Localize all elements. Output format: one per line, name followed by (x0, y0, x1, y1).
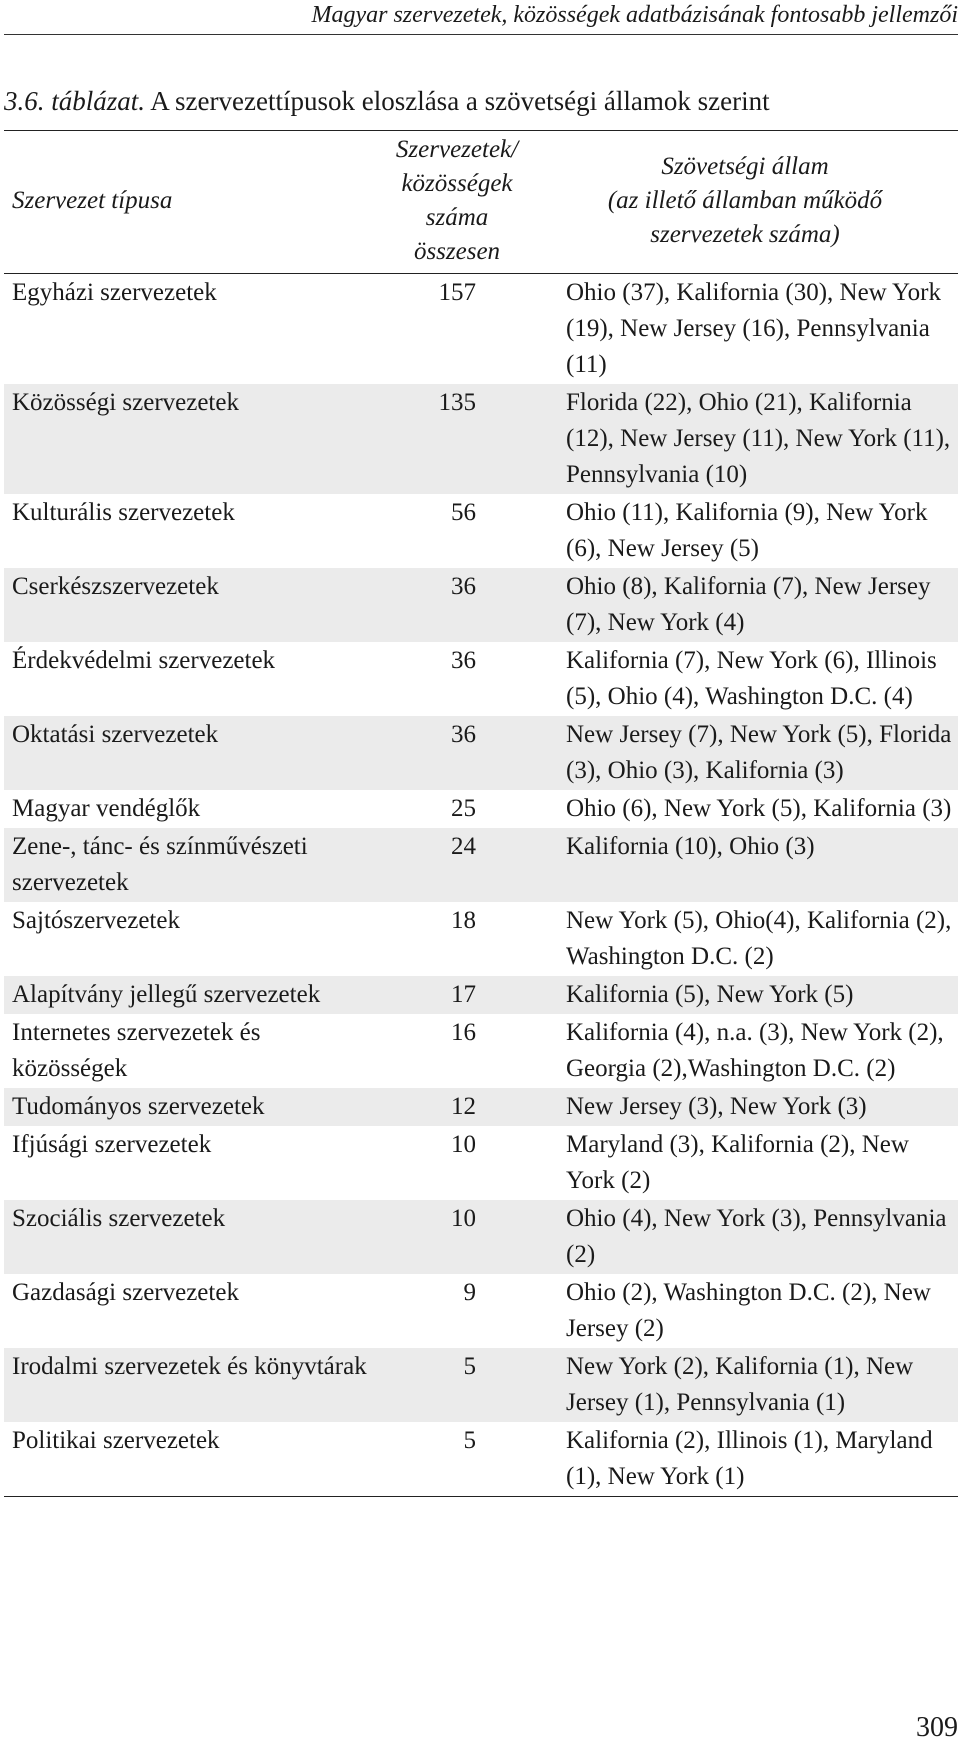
cell-type: Oktatási szervezetek (4, 716, 382, 790)
cell-states: Ohio (8), Kalifornia (7), New Jersey (7), New York (4) (532, 568, 958, 642)
cell-type: Magyar vendéglők (12, 795, 201, 822)
table-row (4, 384, 958, 494)
cell-type: Egyházi szervezetek (12, 279, 217, 306)
table-row (4, 494, 958, 568)
header-states-line: (az illető államban működő (607, 187, 883, 214)
cell-states: Kalifornia (5), New York (5) (532, 976, 958, 1014)
cell-type: Közösségi szervezetek (4, 384, 382, 494)
organization-type-table (4, 130, 958, 1497)
table-row (4, 1200, 958, 1274)
table-row (4, 1274, 958, 1348)
table-header-row (4, 131, 958, 274)
table-row (4, 1088, 958, 1126)
cell-states: New York (5), Ohio(4), Kalifornia (2), Washington D.C. (2) (566, 907, 952, 970)
cell-type: Kulturális szervezetek (12, 499, 235, 526)
header-count-line: száma (425, 204, 489, 231)
header-count-line: összesen (413, 238, 501, 265)
cell-count: 24 (382, 828, 532, 902)
cell-type: Politikai szervezetek (12, 1427, 220, 1454)
cell-type: Alapítvány jellegű szervezetek (4, 976, 382, 1014)
table-row (4, 1126, 958, 1200)
cell-count: 5 (382, 1348, 532, 1422)
cell-count: 17 (382, 976, 532, 1014)
table-row (4, 642, 958, 716)
table-row (4, 1422, 958, 1497)
cell-type: Zene-, tánc- és színművészeti szervezetek (4, 828, 382, 902)
cell-type: Sajtószervezetek (12, 907, 180, 934)
cell-count: 157 (438, 279, 476, 306)
cell-states: Ohio (4), New York (3), Pennsylvania (2) (532, 1200, 958, 1274)
cell-count: 36 (451, 647, 476, 674)
cell-count: 9 (463, 1279, 476, 1306)
table-caption-title: A szervezettípusok eloszlása a szövetségi államok szerint (150, 86, 770, 116)
cell-count: 25 (451, 795, 476, 822)
table-row (4, 1014, 958, 1088)
cell-count: 36 (382, 568, 532, 642)
table-row (4, 828, 958, 902)
cell-type: Ifjúsági szervezetek (12, 1131, 212, 1158)
cell-states: Florida (22), Ohio (21), Kalifornia (12), New Jersey (11), New York (11), Pennsylvania (10) (532, 384, 958, 494)
cell-states: Kalifornia (2), Illinois (1), Maryland (1), New York (1) (566, 1427, 933, 1490)
cell-count: 36 (382, 716, 532, 790)
cell-count: 10 (382, 1200, 532, 1274)
header-type: Szervezet típusa (4, 131, 382, 274)
cell-states: Ohio (11), Kalifornia (9), New York (6), New Jersey (5) (566, 499, 928, 562)
table-row (4, 1348, 958, 1422)
table-row (4, 568, 958, 642)
cell-type: Érdekvédelmi szervezetek (12, 647, 276, 674)
cell-states: New York (2), Kalifornia (1), New Jersey (1), Pennsylvania (1) (532, 1348, 958, 1422)
cell-count: 5 (463, 1427, 476, 1454)
cell-count: 18 (451, 907, 476, 934)
cell-states: Kalifornia (10), Ohio (3) (532, 828, 958, 902)
header-states-line: Szövetségi állam (661, 153, 829, 180)
cell-states: Maryland (3), Kalifornia (2), New York (2) (566, 1131, 909, 1194)
cell-type: Cserkészszervezetek (4, 568, 382, 642)
cell-type: Gazdasági szervezetek (12, 1279, 239, 1306)
cell-count: 135 (382, 384, 532, 494)
cell-type: Tudományos szervezetek (4, 1088, 382, 1126)
cell-type: Irodalmi szervezetek és könyvtárak (4, 1348, 382, 1422)
header-count-line: Szervezetek/ (395, 136, 519, 163)
cell-count: 56 (451, 499, 476, 526)
table-row (4, 790, 958, 828)
page-number: 309 (916, 1712, 958, 1743)
table-body (4, 274, 958, 1497)
cell-count: 10 (451, 1131, 476, 1158)
header-states-line: szervezetek száma) (650, 221, 840, 248)
cell-count: 12 (382, 1088, 532, 1126)
cell-states: Ohio (6), New York (5), Kalifornia (3) (566, 795, 952, 822)
cell-type: Szociális szervezetek (4, 1200, 382, 1274)
table-row (4, 274, 958, 385)
running-head: Magyar szervezetek, közösségek adatbázisának fontosabb jellemzői (4, 0, 958, 35)
table-row (4, 902, 958, 976)
table-header (4, 131, 958, 274)
header-states (532, 131, 958, 274)
cell-states: New Jersey (3), New York (3) (532, 1088, 958, 1126)
table-caption-label: 3.6. táblázat. (4, 86, 146, 116)
cell-count: 16 (451, 1019, 476, 1046)
table-row (4, 976, 958, 1014)
cell-states: Kalifornia (4), n.a. (3), New York (2), Georgia (2),Washington D.C. (2) (566, 1019, 944, 1082)
table-row (4, 716, 958, 790)
cell-states: Ohio (37), Kalifornia (30), New York (19), New Jersey (16), Pennsylvania (11) (566, 279, 941, 378)
cell-type: Internetes szervezetek és közösségek (12, 1019, 261, 1082)
header-count (382, 131, 532, 274)
cell-states: New Jersey (7), New York (5), Florida (3), Ohio (3), Kalifornia (3) (532, 716, 958, 790)
table-caption (4, 84, 770, 118)
cell-states: Ohio (2), Washington D.C. (2), New Jersey (2) (566, 1279, 931, 1342)
cell-states: Kalifornia (7), New York (6), Illinois (5), Ohio (4), Washington D.C. (4) (566, 647, 937, 710)
header-count-line: közösségek (401, 170, 513, 197)
